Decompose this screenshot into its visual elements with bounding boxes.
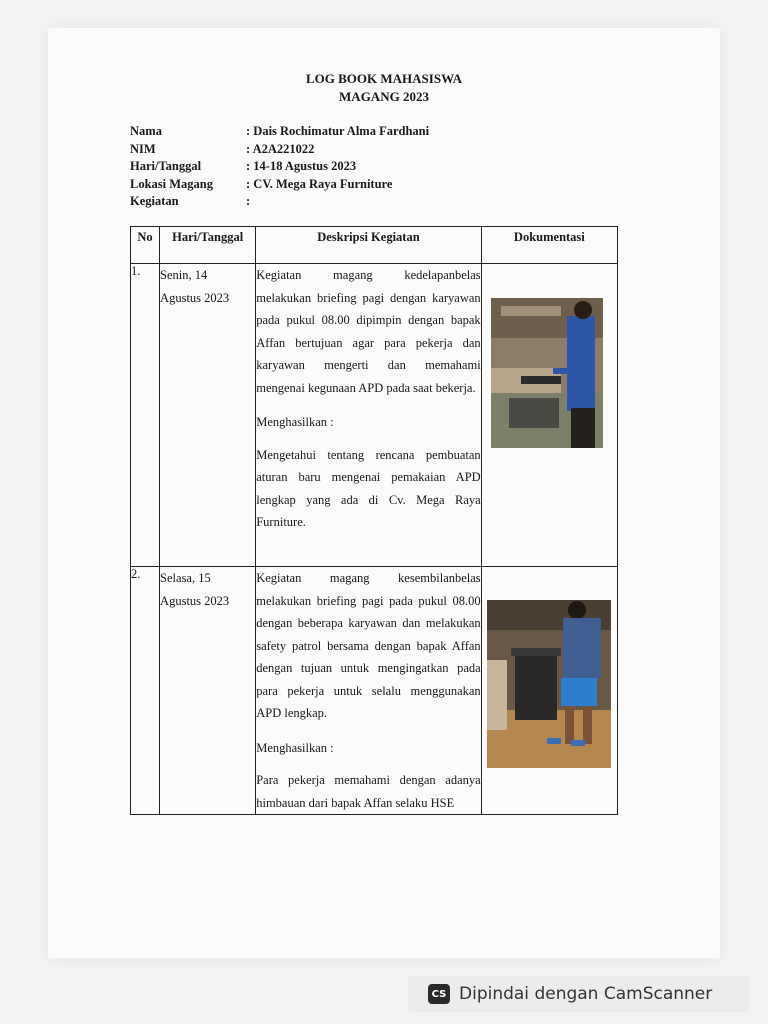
info-value: : Dais Rochimatur Alma Fardhani	[246, 124, 430, 138]
camscanner-watermark	[408, 976, 750, 1012]
safety-patrol-photo-image	[487, 600, 611, 768]
info-label: Nama	[130, 124, 162, 138]
description-text: Kegiatan magang kesembilanbelas melakukan briefing pagi pada pukul 08.00 dengan beberapa karyawan dan melakukan safety patrol bersama dengan bapak Affan dengan tujuan untuk mengingatkan pada para pekerja untuk selalu menggunakan APD lengkap.	[256, 571, 481, 720]
date-line: Selasa, 15	[160, 571, 211, 585]
result-text: Mengetahui tentang rencana pembuatan aturan baru mengenai pemakaian APD lengkap yang ada di Cv. Mega Raya Furniture.	[256, 447, 481, 529]
workshop-photo-image	[491, 298, 603, 448]
header-no: No	[131, 227, 160, 264]
table-header-row	[131, 227, 618, 264]
info-value: : 14-18 Agustus 2023	[246, 159, 357, 173]
row-number: 1.	[131, 264, 160, 567]
table-row	[131, 567, 618, 815]
date-line: Senin, 14	[160, 268, 208, 282]
date-line: Agustus 2023	[160, 291, 230, 305]
activity-log-table	[130, 226, 618, 815]
result-label: Menghasilkan :	[256, 415, 334, 429]
info-value: :	[246, 194, 251, 208]
info-row-name	[130, 123, 429, 141]
info-value: : CV. Mega Raya Furniture	[246, 176, 393, 191]
info-row-activity	[130, 193, 429, 211]
table-row	[131, 264, 618, 567]
info-label: NIM	[130, 141, 156, 156]
info-label: Lokasi Magang	[130, 176, 214, 191]
camscanner-logo-icon: CS	[428, 984, 450, 1004]
result-label: Menghasilkan :	[256, 740, 334, 755]
document-title: LOG BOOK MAHASISWA	[305, 71, 463, 86]
row-documentation	[481, 264, 617, 567]
info-value: : A2A221022	[246, 141, 315, 156]
header-description: Deskripsi Kegiatan	[256, 227, 481, 264]
row-documentation	[481, 567, 617, 815]
description-text: Kegiatan magang kedelapanbelas melakukan briefing pagi dengan karyawan pada pukul 08.00 dipimpin dengan bapak Affan bertujuan agar para pekerja dan karyawan mengerti dan memahami mengenai kegunaan APD pada saat bekerja.	[256, 268, 481, 395]
info-row-nim	[130, 141, 429, 159]
row-description	[256, 567, 481, 815]
info-label: Kegiatan	[130, 194, 179, 208]
header-date: Hari/Tanggal	[160, 227, 256, 264]
info-row-date	[130, 158, 429, 176]
result-text: Para pekerja memahami dengan adanya himbauan dari bapak Affan selaku HSE	[256, 773, 481, 810]
watermark-text: Dipindai dengan CamScanner	[459, 984, 713, 1004]
documentation-photo	[487, 600, 611, 768]
row-description	[256, 264, 481, 567]
info-label: Hari/Tanggal	[130, 159, 202, 173]
student-info	[130, 123, 429, 211]
document-subtitle: MAGANG 2023	[339, 89, 429, 104]
info-row-location	[130, 176, 429, 194]
header-documentation: Dokumentasi	[481, 227, 617, 264]
row-number: 2.	[131, 567, 160, 815]
row-date	[160, 567, 256, 815]
row-date	[160, 264, 256, 567]
documentation-photo	[491, 298, 603, 448]
date-line: Agustus 2023	[160, 594, 230, 608]
